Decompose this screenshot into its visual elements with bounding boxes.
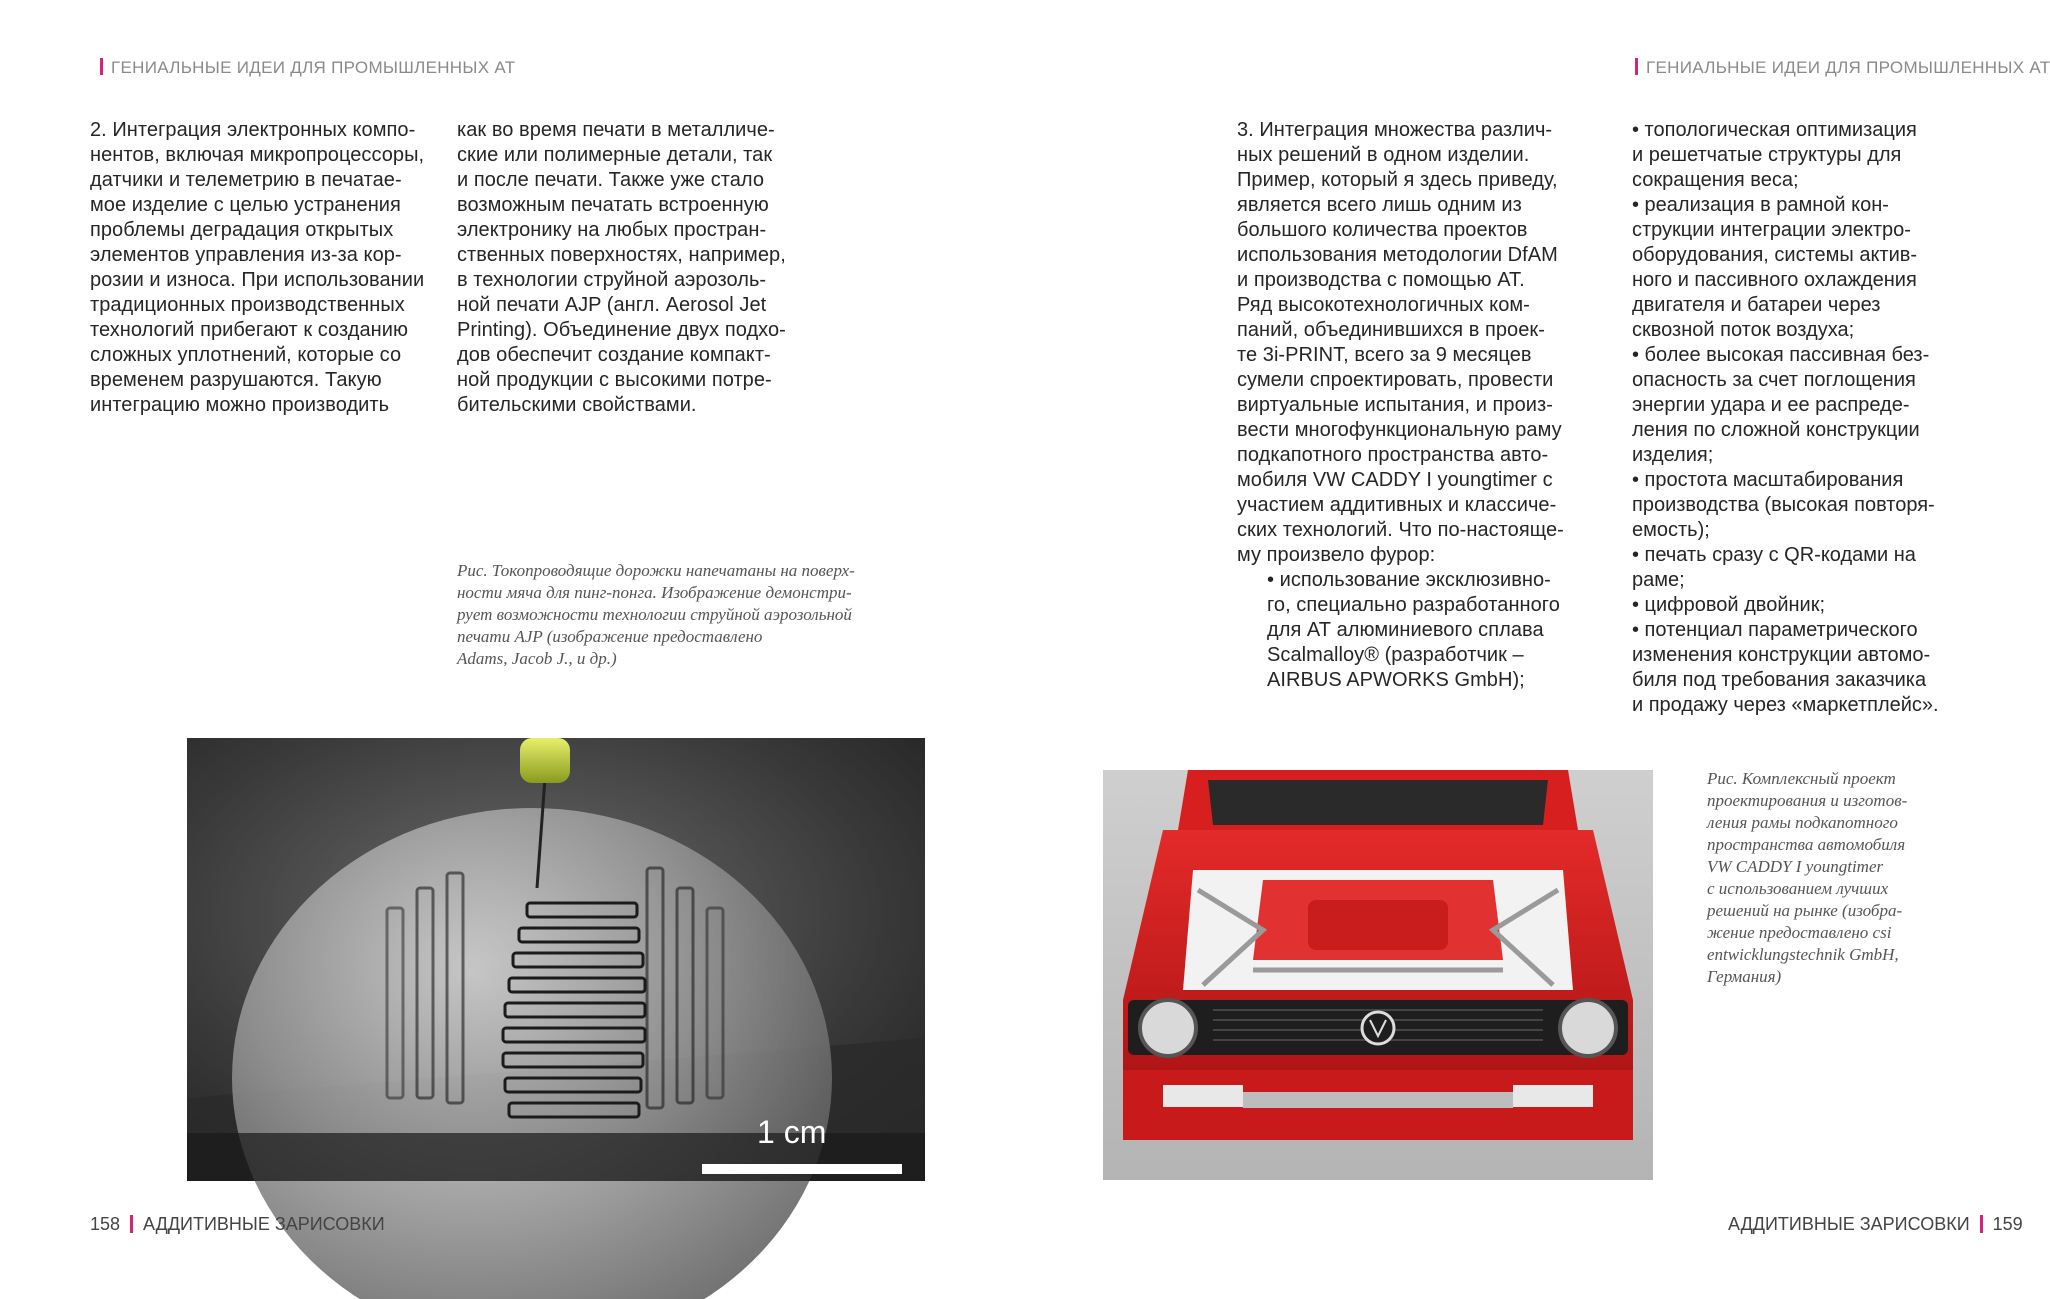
accent-bar bbox=[100, 58, 103, 75]
bullet-item: • более высокая пассивная без- опасность за счет поглощения энергии удара и ее распреде- ления по сложной конструкции изделия; bbox=[1632, 344, 1930, 466]
right-col-1-text: 3. Интеграция множества различ- ных решений в одном изделии. Пример, который я здесь приведу, является всего лишь одним из большого количества проектов использования методологии DfAM и производства с помощью АТ. Ряд высокотехнологичных ком- паний, объединившихся в проек- те 3i-PRINT, всего за 9 месяцев сумели спроектировать, провести виртуальные испытания, и произ- вести многофункциональную раму подкапотного пространства авто- мобиля VW CADDY I youngtimer с участием аддитивных и классиче- ских технологий. Что по-настояще- му произвело фурор: bbox=[1237, 119, 1564, 566]
bullet-item: • реализация в рамной кон- струкции интеграции электро- оборудования, системы актив- ного и пассивного охлаждения двигателя и батареи через сквозной поток воздуха; bbox=[1632, 194, 1918, 341]
left-footer-title: АДДИТИВНЫЕ ЗАРИСОВКИ bbox=[143, 1214, 385, 1234]
bullet-item: • цифровой двойник; bbox=[1632, 594, 1826, 616]
right-col-2-bullets bbox=[1632, 118, 1972, 718]
scale-label: 1 cm bbox=[757, 1114, 827, 1150]
left-page-number: 158 bbox=[90, 1214, 121, 1234]
car-photo bbox=[1103, 770, 1653, 1180]
footer-separator bbox=[1980, 1215, 1983, 1233]
footer-separator bbox=[130, 1215, 133, 1233]
car-illustration bbox=[1103, 770, 1653, 1180]
printed-electronics-photo bbox=[187, 738, 925, 1181]
scale-bar bbox=[702, 1164, 902, 1174]
bullet-item: • потенциал параметрического изменения конструкции автомо- биля под требования заказчика и продажу через «маркетплейс». bbox=[1632, 619, 1939, 716]
bullet-item: • простота масштабирования производства (высокая повторя- емость); bbox=[1632, 469, 1935, 541]
right-running-head-text: ГЕНИАЛЬНЫЕ ИДЕИ ДЛЯ ПРОМЫШЛЕННЫХ АТ bbox=[1646, 58, 2050, 77]
left-footer bbox=[90, 1214, 385, 1235]
left-running-head-text: ГЕНИАЛЬНЫЕ ИДЕИ ДЛЯ ПРОМЫШЛЕННЫХ АТ bbox=[111, 58, 516, 77]
left-col-1-text: 2. Интеграция электронных компо- нентов, включая микропроцессоры, датчики и телеметрию в печатае- мое изделие с целью устранения проблемы деградация открытых элементов управления из-за кор- розии и износа. При использовании традиционных производственных технологий прибегают к созданию сложных уплотнений, которые со временем разрушаются. Такую интеграцию можно производить bbox=[90, 119, 425, 416]
right-footer-title: АДДИТИВНЫЕ ЗАРИСОВКИ bbox=[1728, 1214, 1970, 1234]
right-running-head bbox=[1635, 58, 2050, 78]
left-figure-caption: Рис. Токопроводящие дорожки напечатаны на поверх- ности мяча для пинг-понга. Изображение демонстри- рует возможности технологии струйной аэрозольной печати AJP (изображение предоставлено Adams, Jacob J., и др.) bbox=[457, 561, 855, 668]
accent-bar bbox=[1635, 58, 1638, 75]
right-col-1-bullet: • использование эксклюзивно- го, специально разработанного для АТ алюминиевого сплава Scalmalloy® (разработчик – AIRBUS APWORKS GmbH); bbox=[1267, 569, 1560, 691]
right-footer bbox=[1728, 1214, 2023, 1235]
left-running-head bbox=[100, 58, 515, 78]
right-figure-caption: Рис. Комплексный проект проектирования и изготов- ления рамы подкапотного пространства автомобиля VW CADDY I youngtimer с использованием лучших решений на рынке (изобра- жение предоставлено csi entwicklungstechnik GmbH, Германия) bbox=[1707, 769, 1908, 986]
bullet-item: • топологическая оптимизация и решетчатые структуры для сокращения веса; bbox=[1632, 119, 1917, 191]
hemisphere-illustration bbox=[187, 738, 925, 1181]
right-page-number: 159 bbox=[1992, 1214, 2023, 1234]
left-col-2-text: как во время печати в металличе- ские или полимерные детали, так и после печати. Также уже стало возможным печатать встроенную электронику на любых простран- ственных поверхностях, например, в технологии струйной аэрозоль- ной печати AJP (англ. Aerosol Jet Printing). Объединение двух подхо- дов обеспечит создание компакт- ной продукции с высокими потре- бительскими свойствами. bbox=[457, 119, 786, 416]
bullet-item: • печать сразу с QR-кодами на раме; bbox=[1632, 544, 1916, 591]
